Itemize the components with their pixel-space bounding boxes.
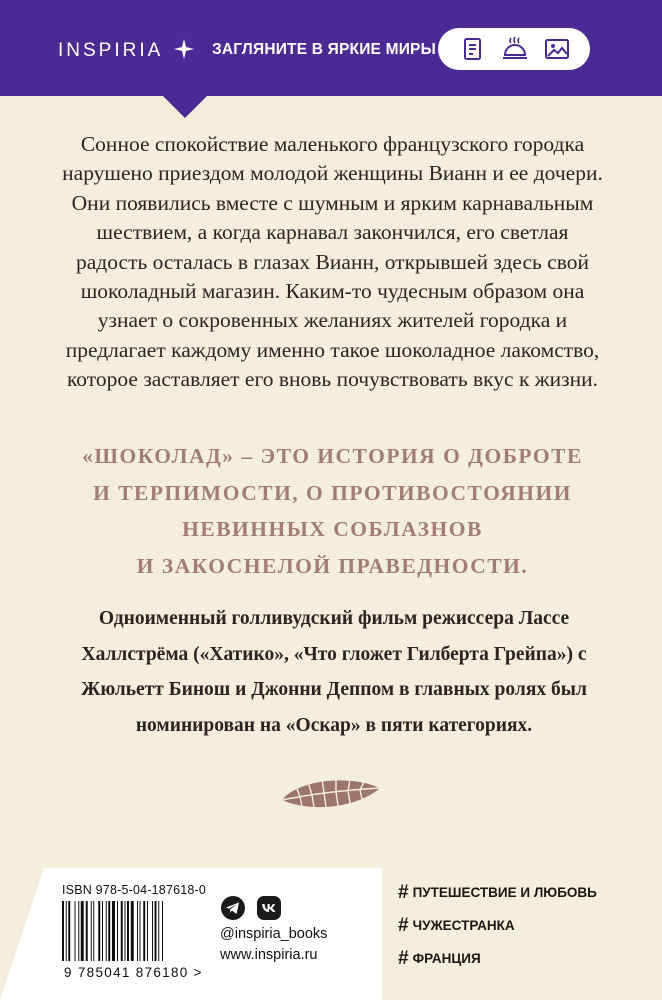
brand-logo: INSPIRIA <box>58 40 164 61</box>
leaf-ornament-icon <box>278 774 384 816</box>
tag-item: # ПУТЕШЕСТВИЕ И ЛЮБОВЬ <box>398 882 597 903</box>
telegram-icon <box>220 895 246 921</box>
barcode <box>60 901 198 961</box>
quote-line: «ШОКОЛАД» – ЭТО ИСТОРИЯ О ДОБРОТЕ <box>82 444 583 468</box>
quote-line: И ТЕРПИМОСТИ, О ПРОТИВОСТОЯНИИ <box>93 480 572 505</box>
film-paragraph: Одноименный голливудский фильм режиссера Лассе Халлстрёма («Хатико», «Что гложет Гилберта Грейпа») с Жюльетт Бинош и Джонни Деппом в главных ролях был номинирован на «Оскар» в пяти категориях. <box>81 608 587 736</box>
social-handle[interactable]: @inspiria_books <box>220 926 328 942</box>
picture-icon <box>544 36 570 62</box>
quote-line: НЕВИННЫХ СОБЛАЗНОВ <box>182 517 483 541</box>
barcode-digits: 9 785041 876180 > <box>64 965 203 980</box>
sparkle-icon <box>172 37 196 61</box>
header-slogan: ЗАГЛЯНИТЕ В ЯРКИЕ МИРЫ <box>212 41 436 58</box>
isbn-label: ISBN 978-5-04-187618-0 <box>62 883 207 897</box>
tag-item: # ФРАНЦИЯ <box>398 948 481 969</box>
dish-icon <box>502 36 528 62</box>
category-icons <box>438 28 590 70</box>
highlight-quote <box>70 438 595 584</box>
header-notch <box>163 96 207 118</box>
quote-line: И ЗАКОСНЕЛОЙ ПРАВЕДНОСТИ. <box>136 553 529 578</box>
annotation-paragraph: Сонное спокойствие маленького французского городка нарушено приездом молодой женщины Вианн и ее дочери. Они появились вместе с шумным и ярким карнавальным шествием, а когда карнавал закончился, его светлая радость осталась в глазах Вианн, открывшей здесь свой шоколадный магазин. Каким-то чудесным образом она узнает о сокровенных желаниях жителей городка и предлагает каждому именно такое шоколадное лакомство, которое заставляет его вновь почувствовать вкус к жизни. <box>62 132 603 392</box>
vk-icon <box>256 895 282 921</box>
tag-item: # ЧУЖЕСТРАНКА <box>398 915 515 936</box>
tag-list <box>398 882 597 981</box>
barcode-panel-corner <box>0 868 44 1000</box>
book-icon <box>460 36 486 62</box>
website-link[interactable]: www.inspiria.ru <box>220 947 318 963</box>
